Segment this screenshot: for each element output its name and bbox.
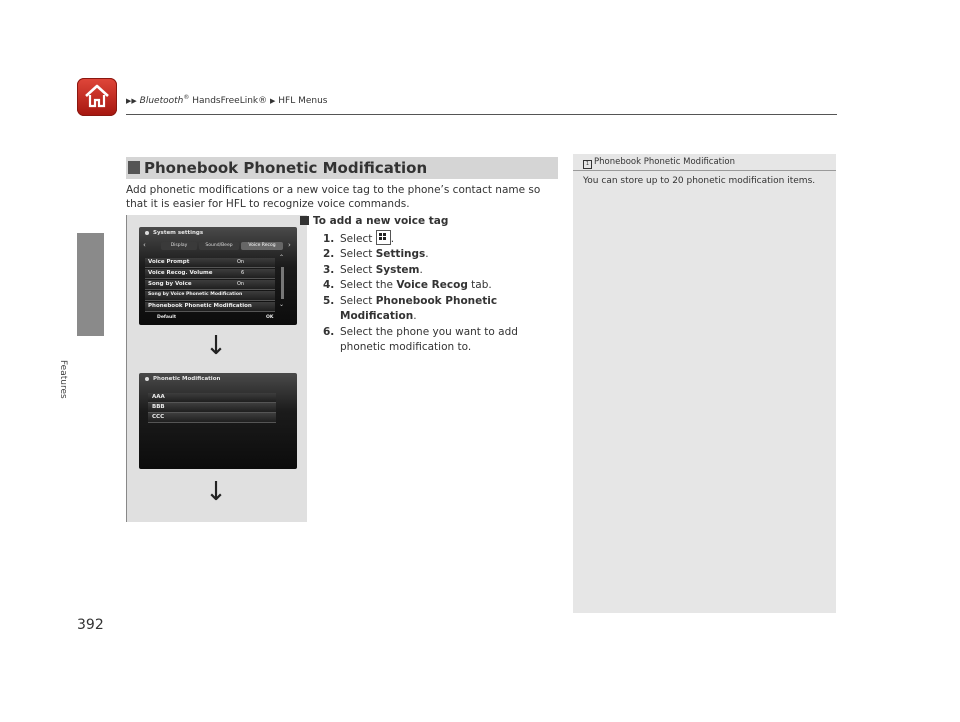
note-marker-icon: 1 [583,160,592,169]
scrollbar[interactable] [279,254,287,309]
chapter-tab[interactable] [77,233,104,336]
step-5: 5. Select Phonebook Phonetic Modification. [323,294,498,322]
breadcrumb-item-bluetooth[interactable]: Bluetooth [139,96,184,106]
figure-column [126,215,307,522]
down-arrow-icon: ↓ [205,331,227,361]
step-3: 3. Select System. [323,263,423,276]
page-number: 392 [77,617,104,633]
system-settings-screen [139,227,297,325]
tab-voice-recog[interactable]: Voice Recog [241,242,283,250]
breadcrumb: ▶▶ Bluetooth® HandsFreeLink® ▶ HFL Menus [126,94,328,106]
section-intro: Add phonetic modifications or a new voice tag to the phone’s contact name so that it is easier for HFL to recognize voice commands. [126,184,541,210]
procedure-heading: To add a new voice tag [300,214,558,230]
section-heading [126,157,558,179]
list-item[interactable]: BBB [148,403,276,413]
ok-button[interactable]: OK [266,315,274,320]
step-1: 1. Select . [313,230,558,248]
note-text: You can store up to 20 phonetic modification items. [583,176,816,186]
tab-display[interactable]: Display [161,242,197,250]
header-divider [126,114,837,115]
note-divider [573,170,836,171]
list-item[interactable]: Voice Recog. Volume 6 [145,269,275,279]
list-item[interactable]: Song by Voice On [145,280,275,290]
phonetic-modification-screen [139,373,297,469]
scroll-up-icon[interactable]: ⌃ [279,254,285,261]
home-button[interactable] [77,78,117,116]
list-item[interactable]: AAA [148,393,276,403]
section-square-icon [128,161,140,174]
chapter-label: Features [58,360,68,399]
note-heading: 1 Phonebook Phonetic Modification [583,157,735,169]
list-item[interactable]: Song by Voice Phonetic Modification [145,291,275,301]
list-item[interactable]: Voice Prompt On [145,258,275,268]
bullet-square-icon [300,216,309,225]
breadcrumb-arrow-icon: ▶ [270,97,276,105]
step-6: 6. Select the phone you want to add phonetic modification to. [323,325,518,353]
home-grid-icon [376,230,391,245]
screen-title: Phonetic Modification [145,376,220,382]
tab-bar [143,242,293,250]
section-title: Phonebook Phonetic Modification [144,159,428,177]
step-2: 2. Select Settings. [323,248,429,260]
scroll-down-icon[interactable]: ⌄ [279,301,285,308]
step-4: 4. Select the Voice Recog tab. [323,279,492,291]
home-icon [83,83,111,109]
down-arrow-icon: ↓ [205,477,227,507]
breadcrumb-item-handsfreelink[interactable]: HandsFreeLink® [189,96,268,106]
breadcrumb-item-hfl-menus[interactable]: HFL Menus [278,96,328,106]
list-item[interactable]: CCC [148,413,276,423]
tab-right-arrow-icon[interactable]: › [288,241,291,249]
default-button[interactable]: Default [157,315,177,320]
list-item[interactable]: Phonebook Phonetic Modification [145,302,275,312]
breadcrumb-arrow-icon: ▶▶ [126,97,137,105]
note-panel [573,154,836,613]
screen-title: System settings [145,230,203,236]
tab-left-arrow-icon[interactable]: ‹ [143,241,146,249]
procedure [313,214,558,356]
tab-sound-beep[interactable]: Sound/Beep [199,242,239,250]
